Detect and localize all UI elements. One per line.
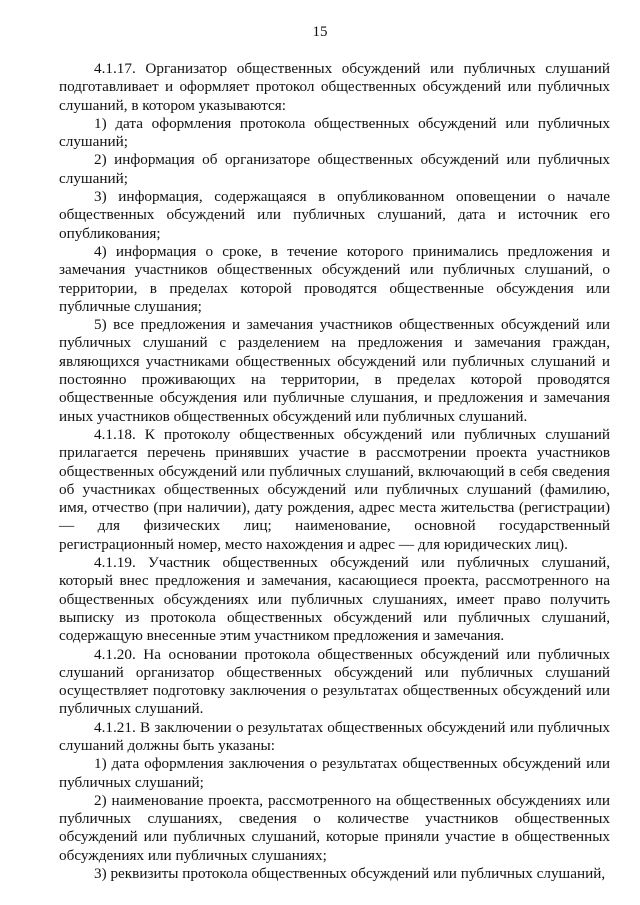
list-item-3: 3) реквизиты протокола общественных обсуждений или публичных слушаний, <box>94 865 606 883</box>
paragraph-4-1-17: 4.1.17. Организатор общественных обсуждений или публичных слушаний подготавливает и оформляет протокол общественных обсуждений или публичных слушаний, в котором указываются: <box>59 60 610 114</box>
list-item-4: 4) информация о сроке, в течение которого принимались предложения и замечания участников общественных обсуждений или публичных слушаний, о территории, в пределах которой проводятся общественные обсуждения или публичные слушания; <box>59 242 610 315</box>
document-body <box>59 60 610 883</box>
list-item-1: 1) дата оформления протокола общественных обсуждений или публичных слушаний; <box>59 114 610 151</box>
paragraph-4-1-18: 4.1.18. К протоколу общественных обсуждений или публичных слушаний прилагается перечень принявших участие в рассмотрении проекта участников общественных обсуждений или публичных слушаний, включающий в себя сведения об участниках общественных обсуждений или публичных слушаний (фамилию, имя, отчество (при наличии), дату рождения, адрес места жительства (регистрации) — для физических лиц; наименование, основной государственный регистрационный номер, место нахождения и адрес — для юридических лиц). <box>59 425 610 553</box>
list-item-2: 2) наименование проекта, рассмотренного на общественных обсуждениях или публичных слушаниях, сведения о количестве участников общественных обсуждений или публичных слушаний, которые приняли участие в общественных обсуждениях или публичных слушаниях; <box>59 791 610 864</box>
paragraph-4-1-21: 4.1.21. В заключении о результатах общественных обсуждений или публичных слушаний должны быть указаны: <box>59 718 610 754</box>
list-item-5: 5) все предложения и замечания участников общественных обсуждений или публичных слушаний с разделением на предложения и замечания граждан, являющихся участниками общественных обсуждений или публичных слушаний и постоянно проживающих на территории, в пределах которой проводятся общественные обсуждения или публичные слушания, и предложения и замечания иных участников общественных обсуждений или публичных слушаний. <box>59 316 610 425</box>
list-item-3: 3) информация, содержащаяся в опубликованном оповещении о начале общественных обсуждений или публичных слушаний, дата и источник его опубликования; <box>59 188 610 242</box>
paragraph-4-1-20: 4.1.20. На основании протокола общественных обсуждений или публичных слушаний организатор общественных обсуждений или публичных слушаний осуществляет подготовку заключения о результатах общественных обсуждений или публичных слушаний. <box>59 645 610 718</box>
paragraph-4-1-19: 4.1.19. Участник общественных обсуждений или публичных слушаний, который внес предложения и замечания, касающиеся проекта, рассмотренного на общественных обсуждениях или публичных слушаниях, имеет право получить выписку из протокола общественных обсуждений или публичных слушаний, содержащую внесенные этим участником предложения и замечания. <box>59 554 610 645</box>
list-item-2: 2) информация об организаторе общественных обсуждений или публичных слушаний; <box>59 151 610 187</box>
list-item-1: 1) дата оформления заключения о результатах общественных обсуждений или публичных слушаний; <box>59 755 610 791</box>
page-number: 15 <box>312 24 328 40</box>
